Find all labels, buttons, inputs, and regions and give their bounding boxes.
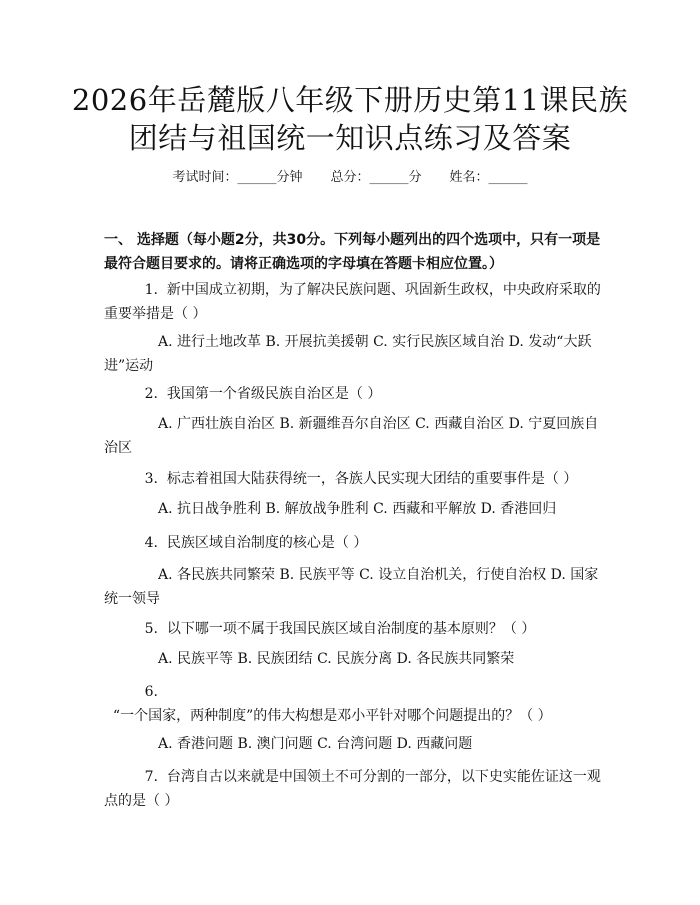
exam-meta: [0, 168, 700, 188]
question-4: [104, 531, 604, 555]
question-5: [104, 617, 604, 641]
question-4-options: A. 各民族共同繁荣 B. 民族平等 C. 设立自治机关，行使自治权 D. 国家统一领导: [104, 567, 599, 607]
student-name: 姓名：______: [449, 170, 528, 185]
question-3-options: A. 抗日战争胜利 B. 解放战争胜利 C. 西藏和平解放 D. 香港回归: [158, 501, 557, 517]
document-title-line-2: 团结与祖国统一知识点练习及答案: [128, 121, 572, 155]
question-6: [104, 680, 604, 728]
question-2-options: A. 广西壮族自治区 B. 新疆维吾尔自治区 C. 西藏自治区 D. 宁夏回族自治区: [104, 416, 599, 456]
section-heading: 一、 选择题（每小题2分，共30分。下列每小题列出的四个选项中，只有一项是最符合题目要求的。请将正确选项的字母填在答题卡相应位置。）: [104, 232, 601, 272]
question-number: 7.: [144, 769, 158, 785]
question-6-options: A. 香港问题 B. 澳门问题 C. 台湾问题 D. 西藏问题: [158, 736, 473, 752]
question-2: [104, 382, 604, 406]
exam-time: 考试时间：______分钟: [172, 170, 303, 185]
question-1: [104, 278, 604, 326]
question-number: 4.: [144, 535, 158, 551]
question-7: [104, 765, 604, 813]
question-number: 6.: [144, 684, 158, 700]
question-stem: 以下哪一项不属于我国民族区域自治制度的基本原则？（ ）: [166, 621, 536, 637]
question-5-options: A. 民族平等 B. 民族团结 C. 民族分离 D. 各民族共同繁荣: [158, 651, 515, 667]
question-stem: 民族区域自治制度的核心是（ ）: [166, 535, 368, 551]
question-number: 2.: [144, 386, 158, 402]
question-number: 3.: [144, 471, 158, 487]
question-number: 1.: [144, 282, 158, 298]
question-stem: 台湾自古以来就是中国领土不可分割的一部分，以下史实能佐证这一观点的是（ ）: [104, 769, 601, 809]
question-stem: 新中国成立初期，为了解决民族问题、巩固新生政权，中央政府采取的重要举措是（ ）: [104, 282, 601, 322]
question-3: [104, 467, 604, 491]
question-stem: 我国第一个省级民族自治区是（ ）: [166, 386, 382, 402]
question-number: 5.: [144, 621, 158, 637]
exam-score: 总分：______分: [330, 170, 422, 185]
question-1-options: A. 进行土地改革 B. 开展抗美援朝 C. 实行民族区域自治 D. 发动“大跃进”运动: [104, 334, 592, 374]
question-stem: 标志着祖国大陆获得统一，各族人民实现大团结的重要事件是（ ）: [166, 471, 578, 487]
document-title-line-1: 2026年岳麓版八年级下册历史第11课民族: [71, 83, 629, 117]
question-stem: “一个国家，两种制度”的伟大构想是邓小平针对哪个问题提出的？（ ）: [112, 708, 552, 724]
